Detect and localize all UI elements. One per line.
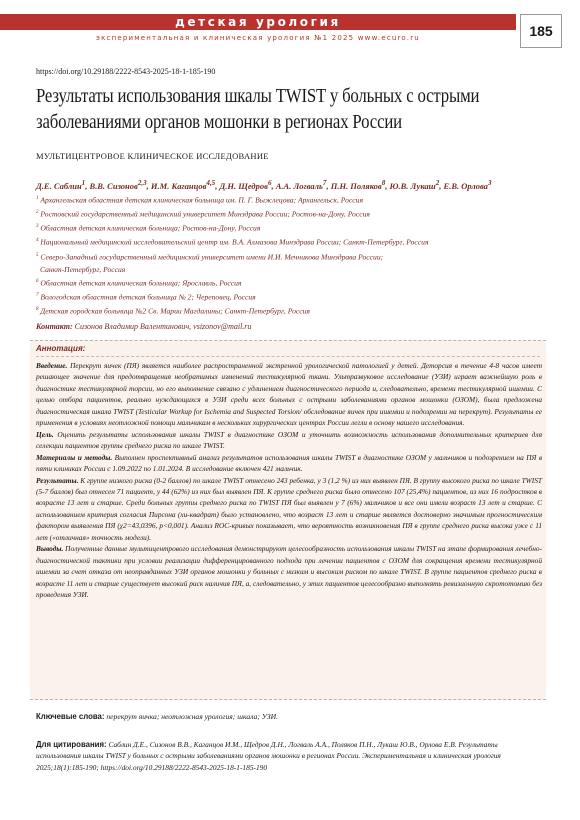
affiliation-item: $^8$ Детская городская больница №2 Св. Марии Магдалины; Санкт-Петербург, Россия — [36, 307, 310, 316]
doi-link[interactable]: https://doi.org/10.29188/2222-8543-2025-18-1-185-190 — [36, 67, 216, 76]
affiliation-item: $^7$ Вологодская областная детская больница № 2; Череповец, Россия — [36, 292, 256, 302]
abstract-body — [36, 360, 542, 601]
affiliation-item: $^5$ Северо-Западный государственный медицинский университет имени И.И. Мечникова Минздрава России; — [36, 252, 384, 262]
contact-value[interactable]: Сизонов Владимир Валентинович, vsizonov@mail.ru — [74, 322, 252, 331]
affiliation-item: $^3$ Областная детская клиническая больница; Ростов-на-Дону, Россия — [36, 223, 261, 233]
abstract-section-results: Результаты. К группе низкого риска (0-2 баллов) по шкале TWIST отнесено 243 ребенка, у 3 (1,2 %) из них выявлен ПЯ. В группу высокого риска по шкале TWIST (5-7 баллов) был отнесен 71 пациент, у 44 (62%) из них был выявлен ПЯ. К группе среднего риска было отнесено 107 (25,4%) пациентов, из них 16 подростков в возрасте 13 лет и старше. Среди больных группы среднего риска по TWIST ПЯ был выявлен у 7 (6%) мальчиков и все они имели возраст 13 лет и старше. С использованием критерия согласия Пирсона (хи-квадрат) было установлено, что возраст 13 лет и старше является достоверно значимым прогностическим фактором выявления ПЯ (χ2=43,0396, p<0,001). Анализ ROC-кривых показывает, что вероятность возникновения ПЯ в группе среднего риска высока уже с 11 лет («отличная» точность модели). — [36, 475, 542, 542]
article-title — [36, 84, 535, 136]
keywords-label: Ключевые слова: — [36, 712, 105, 721]
keywords-value: перекрут яичка; неотложная урология; шкала; УЗИ. — [106, 712, 278, 721]
author: В.В. Сизонов$^{2,3}$ — [89, 179, 147, 191]
page-number: 185 — [520, 14, 562, 48]
abstract-section-conclusions: Выводы. Полученные данные мультицентрового исследования демонстрируют целесообразность использования шкалы TWIST на этапе формирования лечебно-диагностической тактики при условии реализации дифференцированного подхода при лечении пациентов с ОЗОМ для сокращения времени тестикулярной ишемии за счет отказа от неоправданных УЗИ органов мошонки у больных с низким и высоким риском по шкале TWIST. В группе пациентов среднего риска в возрасте 11 лет и старше существует высокий риск наличия ПЯ, а, следовательно, у этих пациентов целесообразно выполнять ревизионную скрототомию без проведения УЗИ. — [36, 544, 543, 600]
affiliation-item: $^6$ Областная детская клиническая больница; Ярославль, Россия — [36, 278, 242, 288]
abstract-heading: Аннотация: — [36, 344, 86, 353]
abstract-section-introduction: Введение. Перекрут яичек (ПЯ) является наиболее распространенной экстренной урологической патологией у детей. Деторсия в течение 4-8 часов имеет решающее значение для предотвращения необратимых изменений тестикулярной ткани. Ультразвуковое исследование (УЗИ) играет важнейшую роль в диагностике тестикулярной торсии, но его выполнение связано с удлинением диагностического периода и, следовательно, времени тестикулярной ишемии. С целью отбора пациентов, реально нуждающихся в УЗИ среди всех больных с острыми заболеваниями органов мошонки (ОЗОМ), была предложена диагностическая шкала TWIST (Testicular Workup for Ischemia and Suspected Torsion/ обследование яичек при ишемии и подозрении на перекрут). Результаты ее применения в условиях неотложной помощи мальчикам в нескольких хирургических центрах России легли в основу нашего исследования. — [36, 361, 542, 428]
citation — [36, 739, 542, 773]
author: Ю.В. Лукаш$^2$ — [389, 179, 440, 191]
citation-value: Саблин Д.Е., Сизонов В.В., Каганцов И.М., Щедров Д.Н., Логваль А.А., Поляков П.Н., Лукаш Ю.В., Орлова Е.В. Результаты использования шкалы TWIST у больных с острыми заболеваниями органов мошонки в регионах России. Экспериментальная и клиническая урология 2025;18(1):185-190; https://doi.org/10.29188/2222-8543-2025-18-1-185-190 — [36, 740, 501, 772]
journal-subtitle: экспериментальная и клиническая урология №1 2025 www.ecuro.ru — [96, 34, 420, 42]
keywords — [36, 712, 542, 721]
title-line-1: Результаты использования шкалы TWIST у больных с острыми — [36, 86, 480, 107]
article-type: МУЛЬТИЦЕНТРОВОЕ КЛИНИЧЕСКОЕ ИССЛЕДОВАНИЕ — [36, 151, 269, 161]
author: А.А. Логваль$^7$ — [275, 179, 327, 191]
affiliation-list — [36, 193, 546, 319]
title-line-2: заболеваниями органов мошонки в регионах России — [36, 112, 402, 133]
author: Д.Н. Щедров$^6$ — [219, 179, 272, 191]
contact-label: Контакт: — [36, 322, 73, 331]
author: П.Н. Поляков$^8$ — [330, 179, 386, 191]
author: И.М. Каганцов$^{4,5}$ — [150, 179, 216, 191]
journal-name: детская урология — [175, 15, 341, 29]
contact-line — [36, 322, 251, 331]
abstract-section-methods: Материалы и методы. Выполнен проспективный анализ результатов использования шкалы TWIST в диагностике ОЗОМ у мальчиков и подозрением на ПЯ в пяти клиниках России с 1.09.2022 по 1.01.2024. В исследование включен 421 мальчик. — [36, 452, 543, 474]
abstract-divider — [36, 356, 540, 357]
affiliation-item: $^1$ Архангельская областная детская клиническая больница им. П. Г. Выжлецова; Архангельск, Россия — [36, 195, 363, 205]
author-list: Д.Е. Саблин$^1$, В.В. Сизонов$^{2,3}$, И.М. Каганцов$^{4,5}$, Д.Н. Щедров$^6$, А.А. Логваль$^7$, П.Н. Поляков$^8$, Ю.В. Лукаш$^2$, Е.В. Орлова$^3$ — [36, 179, 492, 191]
journal-header-bar — [0, 14, 516, 30]
affiliation-item: $^4$ Национальный медицинский исследовательский центр им. В.А. Алмазова Минздрава России; Санкт-Петербург, Россия — [36, 237, 429, 247]
affiliation-item-continuation: Санкт-Петербург, Россия — [40, 264, 126, 274]
citation-label: Для цитирования: — [36, 740, 107, 749]
author: Е.В. Орлова$^3$ — [443, 179, 492, 191]
author: Д.Е. Саблин$^1$ — [36, 179, 86, 191]
affiliation-item: $^2$ Ростовский государственный медицинский университет Минздрава России; Ростов-на-Дону, Россия — [36, 209, 370, 219]
abstract-section-aim: Цель. Оценить результаты использования шкалы TWIST в диагностике ОЗОМ и уточнить возможность использования дополнительных критериев для селекции пациентов группы среднего риска по шкале TWIST. — [36, 429, 542, 451]
